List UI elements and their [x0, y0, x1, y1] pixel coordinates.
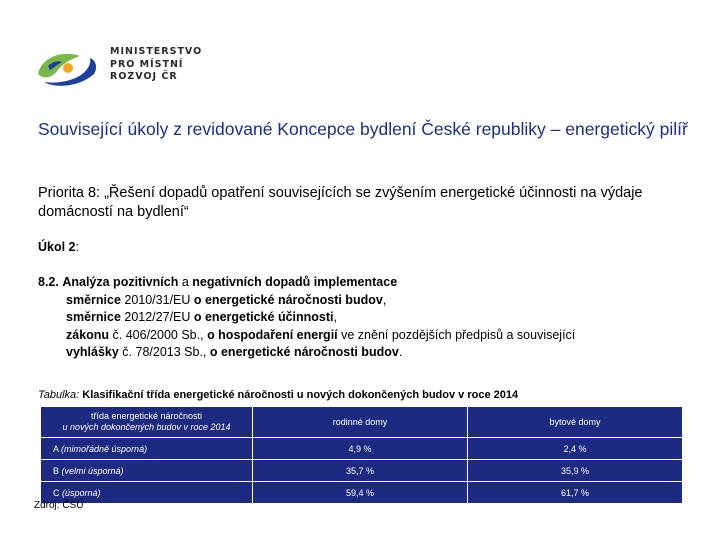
task-line-normal: ,: [382, 292, 387, 307]
task-line-bold: o energetické náročnosti budov: [209, 345, 399, 359]
table-header-row: [41, 407, 683, 438]
task-description: [38, 274, 708, 362]
class-desc: (velmi úsporná): [61, 465, 124, 476]
task-line-bold: zákonu: [66, 327, 110, 342]
task-line-normal: ve znění pozdějších předpisů a související: [337, 327, 576, 342]
table-caption-text: Klasifikační třída energetické náročnosti u nových dokončených budov v roce 2014: [79, 389, 519, 401]
task-line-normal: ,: [333, 310, 337, 324]
cell-family-houses: 59,4 %: [253, 482, 468, 504]
cell-family-houses: 4,9 %: [253, 438, 468, 460]
class-desc: (mimořádně úsporná): [61, 443, 148, 454]
task-line-bold: Analýza pozitivních: [62, 275, 179, 289]
row-class-label: [41, 438, 253, 460]
logo-line: MINISTERSTVO: [110, 46, 203, 57]
class-letter: C: [53, 487, 60, 498]
task-line-normal: .: [398, 345, 403, 359]
logo-line: PRO MÍSTNÍ: [110, 58, 184, 70]
class-desc: (úsporná): [62, 487, 101, 498]
task-line: [38, 309, 708, 327]
ministry-logo-text: [110, 46, 202, 84]
table-row: [41, 482, 683, 504]
table-caption: [38, 389, 518, 401]
class-letter: B: [53, 465, 60, 476]
task-line-bold: o hospodaření energií: [207, 327, 338, 342]
task-line-bold: vyhlášky: [66, 345, 119, 359]
row-class-label: [41, 460, 253, 482]
task-line: [38, 327, 708, 345]
task-heading-colon: :: [75, 240, 79, 254]
cell-apartment-buildings: 61,7 %: [468, 482, 683, 504]
table-caption-prefix: Tabulka:: [38, 389, 80, 401]
header-energy-class: [41, 407, 253, 438]
task-line-normal: č. 78/2013 Sb.,: [118, 345, 210, 359]
table-row: [41, 460, 683, 482]
page-title: Související úkoly z revidované Koncepce bydlení České republiky – energetický pilíř: [38, 119, 688, 139]
task-line-bold: negativních dopadů implementace: [192, 275, 398, 289]
task-line-bold: směrnice: [66, 310, 121, 324]
task-line-normal: 2012/27/EU: [120, 310, 194, 324]
task-line-bold: směrnice: [66, 292, 121, 307]
energy-class-table: [40, 406, 683, 504]
header-family-houses: rodinné domy: [253, 407, 468, 438]
task-line: [38, 344, 708, 362]
header-line: třída energetické náročnosti: [90, 411, 203, 421]
task-number: 8.2.: [38, 275, 59, 289]
task-line-bold: o energetické účinnosti: [193, 310, 334, 324]
task-line-normal: 2010/31/EU: [120, 292, 194, 307]
task-line: [38, 292, 708, 310]
priority-text: Priorita 8: „Řešení dopadů opatření souvisejících se zvýšením energetické účinnosti na výdaje domácností na bydlení“: [38, 185, 643, 220]
header-line: u nových dokončených budov v roce 2014: [62, 422, 231, 432]
header-apartment-buildings: bytové domy: [468, 407, 683, 438]
cell-apartment-buildings: 2,4 %: [468, 438, 683, 460]
logo-line: ROZVOJ ČR: [110, 71, 178, 82]
task-heading: [38, 240, 79, 254]
cell-family-houses: 35,7 %: [253, 460, 468, 482]
cell-apartment-buildings: 35,9 %: [468, 460, 683, 482]
task-line-normal: a: [178, 275, 193, 289]
table-row: [41, 438, 683, 460]
class-letter: A: [53, 443, 59, 454]
task-line: [38, 274, 708, 292]
ministry-logo-icon: [34, 44, 104, 92]
task-heading-label: Úkol 2: [38, 240, 76, 254]
task-line-normal: č. 406/2000 Sb.,: [109, 327, 208, 342]
task-line-bold: o energetické náročnosti budov: [193, 292, 383, 307]
source-note: Zdroj: ČSÚ: [34, 500, 84, 511]
